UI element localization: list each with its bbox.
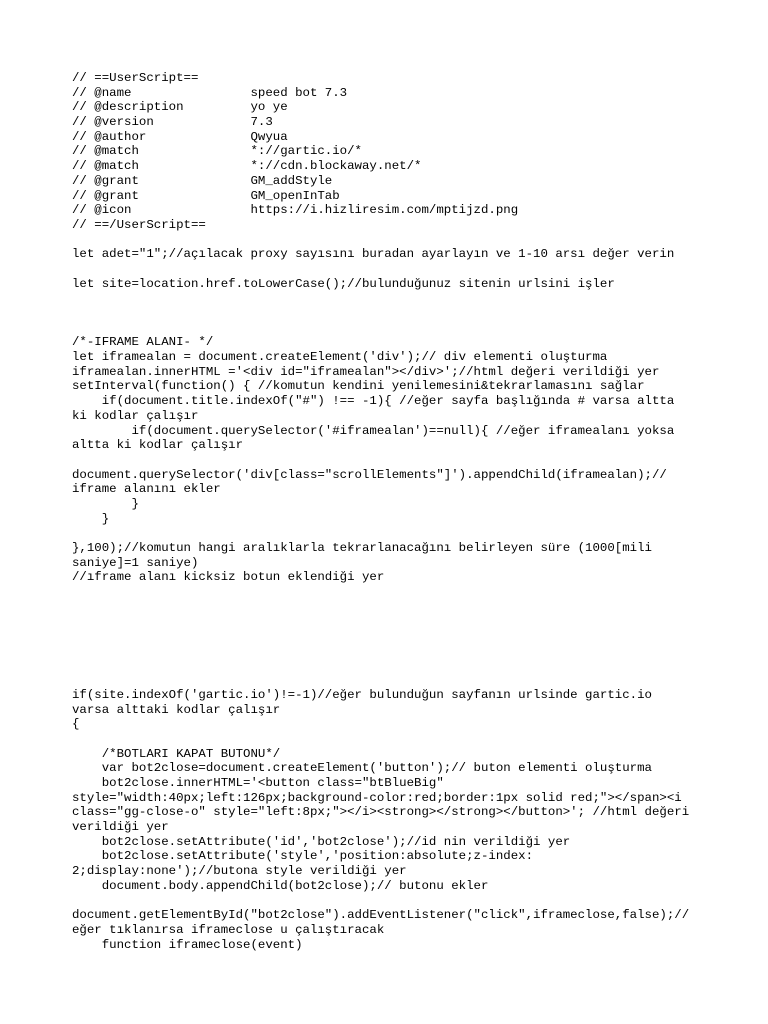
code-line: // ==/UserScript== <box>72 217 206 232</box>
code-line: style="width:40px;left:126px;background-color:red;border:1px solid red;"></span><i <box>72 790 682 805</box>
code-line: },100);//komutun hangi aralıklarla tekrarlanacağını belirleyen süre (1000[mili <box>72 541 652 555</box>
code-line: /*-IFRAME ALANI- */ <box>72 335 214 350</box>
code-line: document.getElementById("bot2close").addEventListener("click",iframeclose,false);// <box>72 908 690 923</box>
code-line: // @grant GM_openInTab <box>72 188 340 203</box>
code-line: //ıframe alanı kicksiz botun eklendiği yer <box>72 570 385 585</box>
code-line: function iframeclose(event) <box>72 937 303 952</box>
code-line: varsa alttaki kodlar çalışır <box>72 702 281 717</box>
blank-line <box>72 306 702 321</box>
code-line: verildiği yer <box>72 820 169 835</box>
code-line: bot2close.setAttribute('style','position:absolute;z-index: <box>72 849 534 864</box>
code-line: altta ki kodlar çalışır <box>72 438 244 453</box>
blank-line <box>72 291 702 306</box>
code-line: /*BOTLARI KAPAT BUTONU*/ <box>72 746 281 761</box>
blank-line <box>72 614 702 629</box>
code-line: // @match *://gartic.io/* <box>72 144 362 159</box>
code-line: ki kodlar çalışır <box>72 408 199 423</box>
code-line: bot2close.innerHTML='<button class="btBlueBig" <box>72 776 444 790</box>
code-line: // @description yo ye <box>72 100 288 115</box>
code-line: // @version 7.3 <box>72 115 273 130</box>
code-line: eğer tıklanırsa iframeclose u çalıştıracak <box>72 922 385 937</box>
blank-line <box>72 262 702 277</box>
code-line: if(document.querySelector('#iframealan')==null){ //eğer iframealanı yoksa <box>72 423 675 438</box>
code-line: let site=location.href.toLowerCase();//bulunduğunuz sitenin urlsini işler <box>72 276 615 291</box>
code-line: saniye]=1 saniye) <box>72 555 199 570</box>
code-document <box>72 71 702 952</box>
code-line: let adet="1";//açılacak proxy sayısını buradan ayarlayın ve 1-10 arsı değer verin <box>72 247 675 262</box>
code-line: if(site.indexOf('gartic.io')!=-1)//eğer bulunduğun sayfanın urlsinde gartic.io <box>72 687 652 702</box>
blank-line <box>72 526 702 541</box>
code-line: iframe alanını ekler <box>72 482 221 497</box>
code-line: var bot2close=document.createElement('button');// buton elementi oluşturma <box>72 761 652 776</box>
blank-line <box>72 453 702 468</box>
code-line: } <box>72 496 139 511</box>
blank-line <box>72 659 702 674</box>
code-line: { <box>72 717 80 732</box>
code-line: if(document.title.indexOf("#") !== -1){ //eğer sayfa başlığında # varsa altta <box>72 394 675 409</box>
code-line: // ==UserScript== <box>72 71 199 85</box>
code-line: 2;display:none');//butona style verildiği yer <box>72 864 407 879</box>
code-line: // @grant GM_addStyle <box>72 173 333 188</box>
code-line: // @name speed bot 7.3 <box>72 85 348 100</box>
code-line: iframealan.innerHTML ='<div id="iframealan"></div>';//html değeri verildiği yer <box>72 364 660 379</box>
code-line: document.body.appendChild(bot2close);// butonu ekler <box>72 878 489 893</box>
code-line: // @match *://cdn.blockaway.net/* <box>72 159 422 174</box>
blank-line <box>72 233 702 248</box>
blank-line <box>72 600 702 615</box>
blank-line <box>72 894 702 909</box>
blank-line <box>72 585 702 600</box>
blank-line <box>72 644 702 659</box>
blank-line <box>72 629 702 644</box>
code-line: // @icon https://i.hizliresim.com/mptijzd.png <box>72 203 519 218</box>
code-line: setInterval(function() { //komutun kendini yenilemesini&tekrarlamasını sağlar <box>72 379 645 394</box>
code-line: let iframealan = document.createElement('div');// div elementi oluşturma <box>72 350 608 365</box>
blank-line <box>72 321 702 336</box>
code-line: class="gg-close-o" style="left:8px;"></i><strong></strong></button>'; //html değeri <box>72 805 690 820</box>
code-line: // @author Qwyua <box>72 129 288 144</box>
code-line: document.querySelector('div[class="scrollElements"]').appendChild(iframealan);// <box>72 467 667 482</box>
code-line: bot2close.setAttribute('id','bot2close');//id nin verildiği yer <box>72 834 571 849</box>
code-line: } <box>72 511 110 526</box>
blank-line <box>72 732 702 747</box>
blank-line <box>72 673 702 688</box>
